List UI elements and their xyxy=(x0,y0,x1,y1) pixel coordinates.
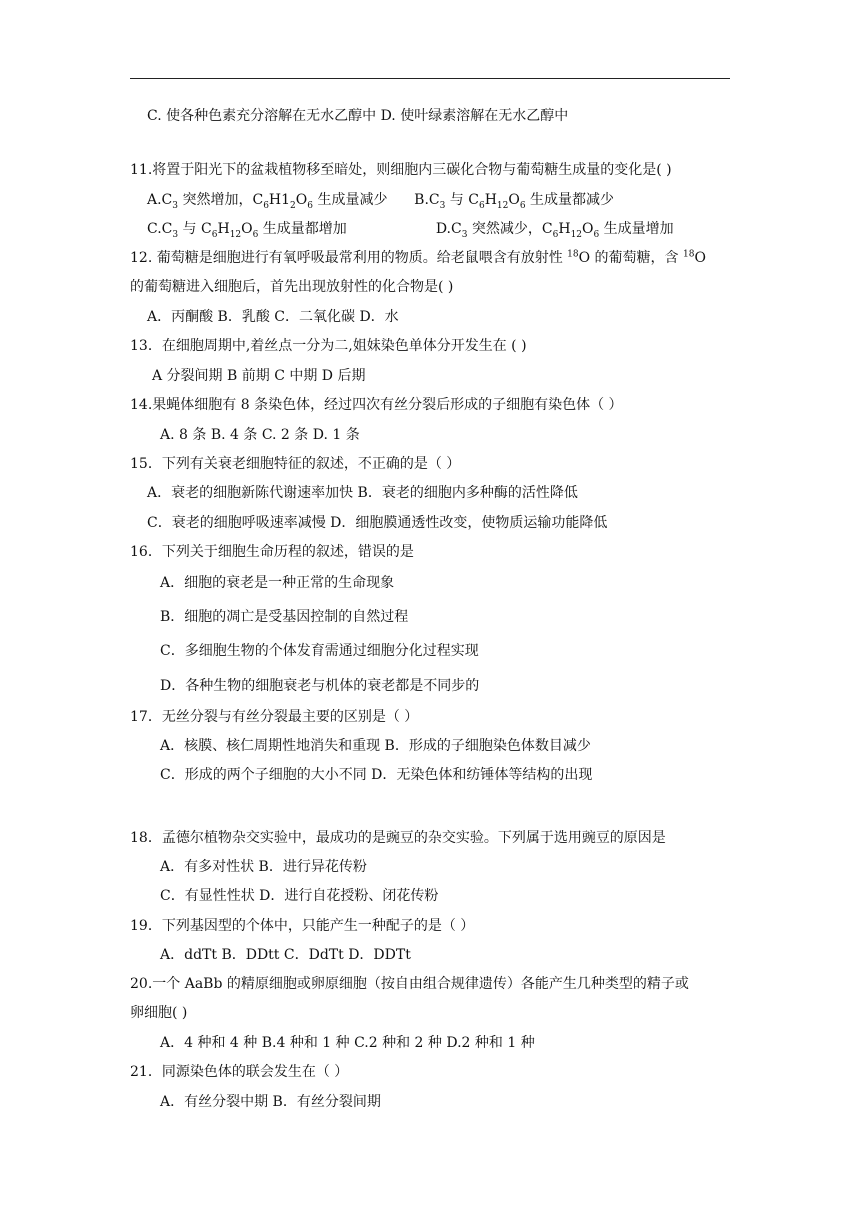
q14-options: A. 8 条 B. 4 条 C. 2 条 D. 1 条 xyxy=(160,427,360,443)
q12-stem-line1: 12. 葡萄糖是细胞进行有氧呼吸最常利用的物质。给老鼠喂含有放射性 $^{18}$O 的葡萄糖，含 $^{18}$O xyxy=(130,249,706,266)
q20-options: A．4 种和 4 种 B.4 种和 1 种 C.2 种和 2 种 D.2 种和 1 种 xyxy=(160,1035,535,1051)
q14-stem: 14.果蝇体细胞有 8 条染色体，经过四次有丝分裂后形成的子细胞有染色体（ ） xyxy=(130,397,623,413)
q17-stem: 17．无丝分裂与有丝分裂最主要的区别是（ ） xyxy=(130,709,419,725)
q16-option-b: B．细胞的凋亡是受基因控制的自然过程 xyxy=(160,609,409,625)
q16-stem: 16．下列关于细胞生命历程的叙述，错误的是 xyxy=(130,544,414,560)
q18-options-cd: C．有显性性状 D．进行自花授粉、闭花传粉 xyxy=(160,888,439,904)
q19-options: A．ddTt B．DDtt C．DdTt D．DDTt xyxy=(160,947,411,963)
q20-stem-line2: 卵细胞( ) xyxy=(130,1005,188,1021)
q12-stem-line2: 的葡萄糖进入细胞后，首先出现放射性的化合物是( ) xyxy=(130,279,454,295)
q10-options-cd: C. 使各种色素充分溶解在无水乙醇中 D. 使叶绿素溶解在无水乙醇中 xyxy=(147,108,569,124)
q13-stem: 13．在细胞周期中,着丝点一分为二,姐妹染色单体分开发生在 ( ) xyxy=(130,338,527,354)
header-rule xyxy=(130,78,730,79)
q20-stem-line1: 20.一个 AaBb 的精原细胞或卵原细胞（按自由组合规律遗传）各能产生几种类型的精子或 xyxy=(130,976,689,992)
q21-stem: 21．同源染色体的联会发生在（ ） xyxy=(130,1064,349,1080)
q17-options-ab: A．核膜、核仁周期性地消失和重现 B．形成的子细胞染色体数目减少 xyxy=(160,738,591,754)
q13-options: A 分裂间期 B 前期 C 中期 D 后期 xyxy=(152,368,366,384)
q18-stem: 18．孟德尔植物杂交实验中，最成功的是豌豆的杂交实验。下列属于选用豌豆的原因是 xyxy=(130,830,666,846)
q12-options: A．丙酮酸 B．乳酸 C．二氧化碳 D．水 xyxy=(147,309,399,325)
q15-options-cd: C．衰老的细胞呼吸速率减慢 D．细胞膜通透性改变，使物质运输功能降低 xyxy=(147,515,608,531)
q21-options-ab: A．有丝分裂中期 B．有丝分裂间期 xyxy=(160,1094,381,1110)
q16-option-d: D．各种生物的细胞衰老与机体的衰老都是不同步的 xyxy=(160,678,480,694)
q19-stem: 19．下列基因型的个体中，只能产生一种配子的是（ ） xyxy=(130,918,475,934)
q18-options-ab: A．有多对性状 B．进行异花传粉 xyxy=(160,859,367,875)
q17-options-cd: C．形成的两个子细胞的大小不同 D．无染色体和纺锤体等结构的出现 xyxy=(160,767,593,783)
q11-stem: 11.将置于阳光下的盆栽植物移至暗处，则细胞内三碳化合物与葡萄糖生成量的变化是( ) xyxy=(130,162,672,178)
q11-options-cd: $C.C_3$ 与 $C_6H_{12}O_6$ 生成量都增加 $D.C_3$ 突然减少，$C_6H_{12}O_6$ 生成量增加 xyxy=(147,221,674,240)
q16-option-c: C．多细胞生物的个体发育需通过细胞分化过程实现 xyxy=(160,643,479,659)
q15-stem: 15．下列有关衰老细胞特征的叙述，不正确的是（ ） xyxy=(130,456,461,472)
q15-options-ab: A．衰老的细胞新陈代谢速率加快 B．衰老的细胞内多种酶的活性降低 xyxy=(147,485,578,501)
q16-option-a: A．细胞的衰老是一种正常的生命现象 xyxy=(160,575,395,591)
q11-options-ab: $A.C_3$ 突然增加，$C_6H1_2O_6$ 生成量减少 $B.C_3$ 与 $C_6H_{12}O_6$ 生成量都减少 xyxy=(147,192,615,211)
